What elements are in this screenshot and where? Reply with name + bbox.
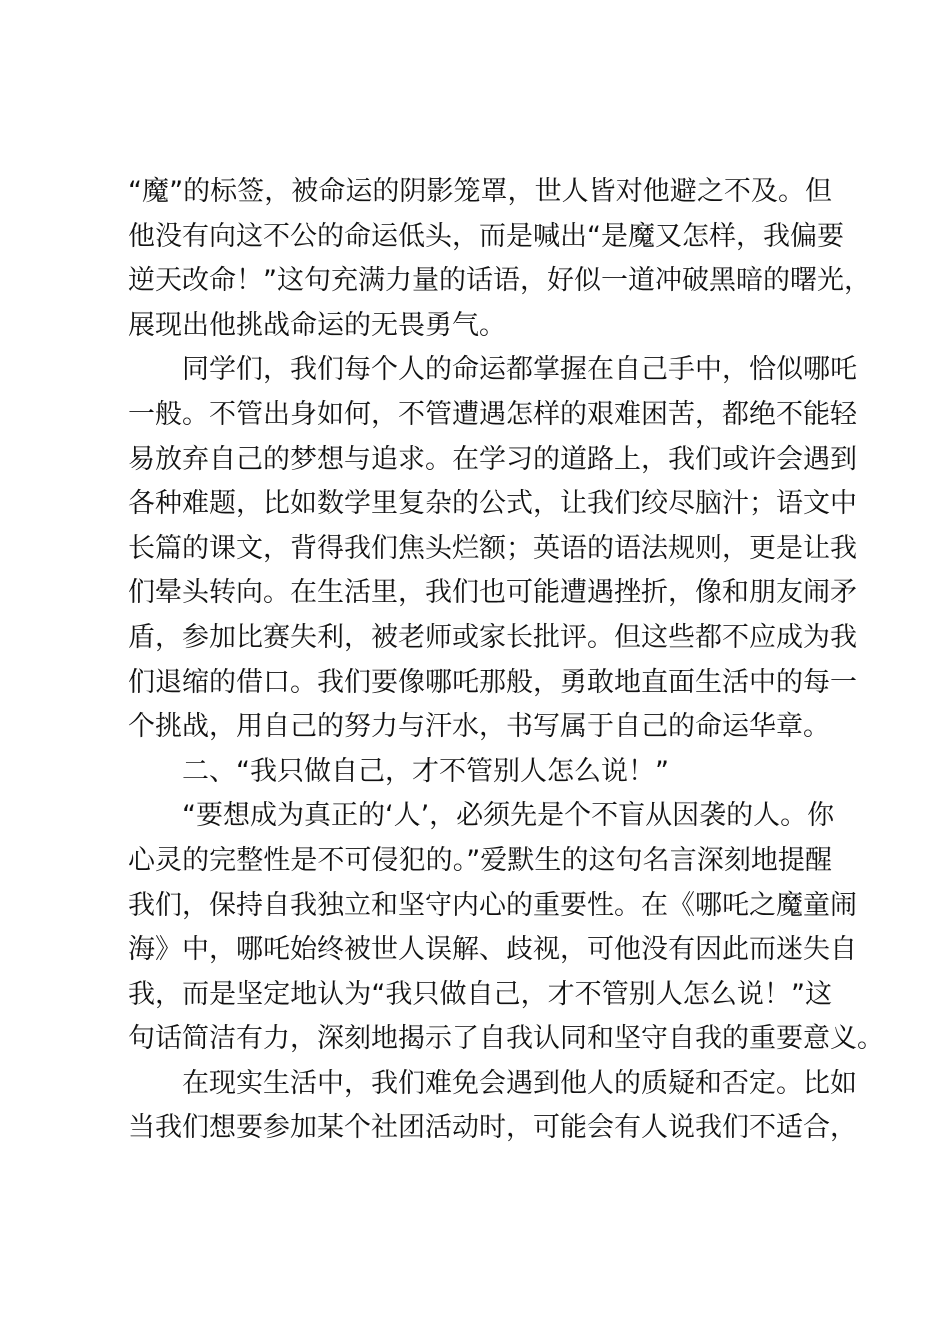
text-line: 各种难题，比如数学里复杂的公式，让我们绞尽脑汁；语文中: [128, 488, 857, 520]
text-line: 展现出他挑战命运的无畏勇气。: [128, 309, 506, 341]
text-line: 心灵的完整性是不可侵犯的。”爱默生的这句名言深刻地提醒: [128, 844, 832, 876]
text-line: 当我们想要参加某个社团活动时，可能会有人说我们不适合，: [128, 1112, 857, 1144]
text-line: 我，而是坚定地认为“我只做自己，才不管别人怎么说！”这: [128, 978, 832, 1010]
text-line: “要想成为真正的‘人’，必须先是个不盲从因袭的人。你: [128, 800, 835, 832]
text-line: 们晕头转向。在生活里，我们也可能遭遇挫折，像和朋友闹矛: [128, 577, 857, 609]
text-line: 长篇的课文，背得我们焦头烂额；英语的语法规则，更是让我: [128, 532, 857, 564]
text-line: 们退缩的借口。我们要像哪吒那般，勇敢地直面生活中的每一: [128, 666, 857, 698]
body-text: [128, 170, 884, 1151]
text-line: 逆天改命！”这句充满力量的话语，好似一道冲破黑暗的曙光，: [128, 265, 871, 297]
text-line: “魔”的标签，被命运的阴影笼罩，世人皆对他避之不及。但: [128, 176, 832, 207]
text-line: 在现实生活中，我们难免会遇到他人的质疑和否定。比如: [128, 1067, 857, 1099]
text-line: 同学们，我们每个人的命运都掌握在自己手中，恰似哪吒: [128, 354, 857, 386]
text-line: 一般。不管出身如何，不管遭遇怎样的艰难困苦，都绝不能轻: [128, 398, 857, 430]
text-line: 易放弃自己的梦想与追求。在学习的道路上，我们或许会遇到: [128, 443, 857, 475]
text-line: 他没有向这不公的命运低头，而是喊出“是魔又怎样，我偏要: [128, 220, 844, 252]
text-line: 句话简洁有力，深刻地揭示了自我认同和坚守自我的重要意义。: [128, 1023, 884, 1055]
text-line: 海》中，哪吒始终被世人误解、歧视，可他没有因此而迷失自: [128, 934, 857, 966]
text-line: 盾，参加比赛失利，被老师或家长批评。但这些都不应成为我: [128, 621, 857, 653]
section-heading: 二、“我只做自己，才不管别人怎么说！”: [128, 755, 669, 787]
text-line: 我们，保持自我独立和坚守内心的重要性。在《哪吒之魔童闹: [128, 889, 857, 921]
text-line: 个挑战，用自己的努力与汗水，书写属于自己的命运华章。: [128, 711, 830, 743]
